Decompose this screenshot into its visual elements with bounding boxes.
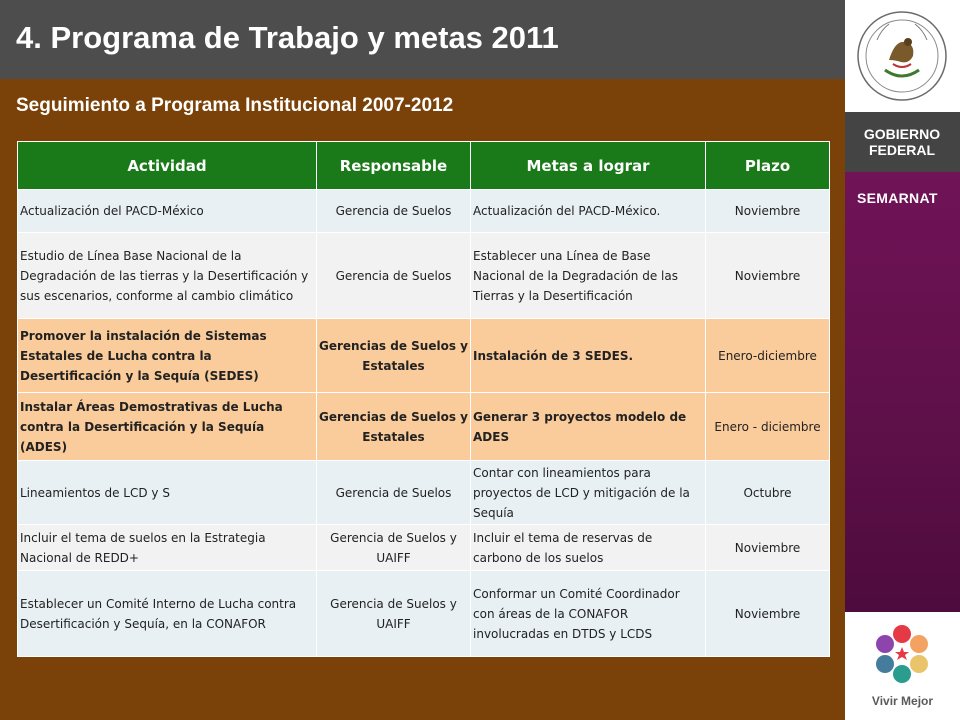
work-program-table bbox=[17, 141, 829, 657]
vivir-mejor-logo bbox=[845, 612, 960, 720]
cell-metas: Actualización del PACD-México. bbox=[471, 190, 706, 233]
cell-plazo: Noviembre bbox=[706, 233, 830, 319]
cell-actividad: Establecer un Comité Interno de Lucha contra Desertificación y Sequía, en la CONAFOR bbox=[18, 571, 317, 657]
gobierno-federal-logo bbox=[845, 112, 960, 172]
column-header-plazo: Plazo bbox=[706, 142, 830, 190]
table-row bbox=[18, 233, 830, 319]
gobierno-label: GOBIERNO bbox=[863, 126, 941, 142]
federal-label: FEDERAL bbox=[868, 142, 936, 158]
cell-responsable: Gerencia de Suelos bbox=[317, 190, 471, 233]
cell-metas: Incluir el tema de reservas de carbono de los suelos bbox=[471, 525, 706, 571]
flower-logo-icon bbox=[845, 612, 960, 692]
table-row bbox=[18, 393, 830, 461]
cell-plazo: Noviembre bbox=[706, 571, 830, 657]
cell-responsable: Gerencia de Suelos y UAIFF bbox=[317, 525, 471, 571]
eagle-seal-icon bbox=[845, 0, 960, 112]
cell-metas: Instalación de 3 SEDES. bbox=[471, 319, 706, 393]
cell-plazo: Octubre bbox=[706, 461, 830, 525]
table-row bbox=[18, 571, 830, 657]
cell-actividad: Lineamientos de LCD y S bbox=[18, 461, 317, 525]
cell-metas: Generar 3 proyectos modelo de ADES bbox=[471, 393, 706, 461]
cell-plazo: Enero - diciembre bbox=[706, 393, 830, 461]
semarnat-label: SEMARNAT bbox=[857, 190, 938, 206]
page-subtitle: Seguimiento a Programa Institucional 2007-2012 bbox=[16, 95, 454, 116]
branding-sidebar bbox=[845, 0, 960, 720]
column-header-responsable: Responsable bbox=[317, 142, 471, 190]
cell-metas: Contar con lineamientos para proyectos de LCD y mitigación de la Sequía bbox=[471, 461, 706, 525]
page-title: 4. Programa de Trabajo y metas 2011 bbox=[16, 20, 559, 55]
semarnat-panel bbox=[845, 172, 960, 612]
vivir-mejor-label: Vivir Mejor bbox=[871, 694, 934, 708]
cell-plazo: Noviembre bbox=[706, 190, 830, 233]
cell-plazo: Enero-diciembre bbox=[706, 319, 830, 393]
cell-responsable: Gerencia de Suelos y UAIFF bbox=[317, 571, 471, 657]
cell-responsable: Gerencia de Suelos bbox=[317, 233, 471, 319]
table-row bbox=[18, 190, 830, 233]
cell-actividad: Instalar Áreas Demostrativas de Lucha contra la Desertificación y la Sequía (ADES) bbox=[18, 393, 317, 461]
cell-actividad: Actualización del PACD-México bbox=[18, 190, 317, 233]
national-seal bbox=[845, 0, 960, 112]
table-row bbox=[18, 319, 830, 393]
table-row bbox=[18, 525, 830, 571]
cell-responsable: Gerencias de Suelos y Estatales bbox=[317, 393, 471, 461]
column-header-actividad: Actividad bbox=[18, 142, 317, 190]
cell-actividad: Promover la instalación de Sistemas Estatales de Lucha contra la Desertificación y la Sequía (SEDES) bbox=[18, 319, 317, 393]
cell-responsable: Gerencia de Suelos bbox=[317, 461, 471, 525]
cell-actividad: Estudio de Línea Base Nacional de la Degradación de las tierras y la Desertificación y sus escenarios, conforme al cambio climático bbox=[18, 233, 317, 319]
column-header-metas: Metas a lograr bbox=[471, 142, 706, 190]
cell-responsable: Gerencias de Suelos y Estatales bbox=[317, 319, 471, 393]
cell-actividad: Incluir el tema de suelos en la Estrategia Nacional de REDD+ bbox=[18, 525, 317, 571]
table-row bbox=[18, 461, 830, 525]
cell-metas: Conformar un Comité Coordinador con áreas de la CONAFOR involucradas en DTDS y LCDS bbox=[471, 571, 706, 657]
title-bar bbox=[0, 0, 845, 79]
cell-metas: Establecer una Línea de Base Nacional de la Degradación de las Tierras y la Desertificación bbox=[471, 233, 706, 319]
cell-plazo: Noviembre bbox=[706, 525, 830, 571]
table-header-row bbox=[18, 142, 830, 190]
